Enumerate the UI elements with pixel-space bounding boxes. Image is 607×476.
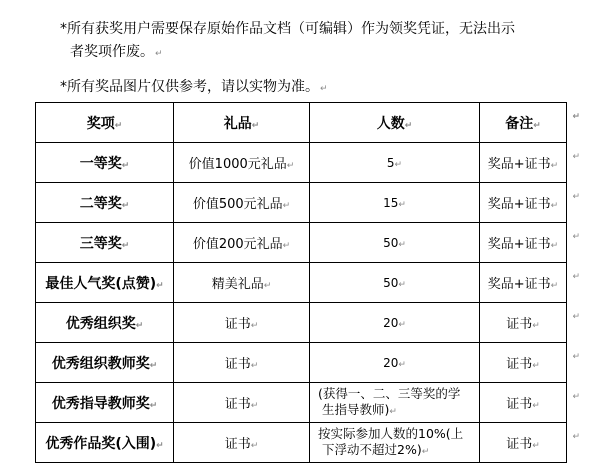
- paragraph-mark-icon: ↵: [156, 440, 164, 451]
- paragraph-mark-icon: ↵: [550, 281, 559, 291]
- count-line: 生指导教师)↵: [322, 401, 397, 417]
- note-line-text: *所有奖品图片仅供参考，请以实物为准。: [60, 79, 319, 95]
- paragraph-mark-icon: ↵: [282, 241, 291, 251]
- count-cell: [310, 183, 480, 223]
- paragraph-mark-icon: ↵: [135, 320, 144, 331]
- remark-cell: 证书↵ ↵: [480, 343, 567, 383]
- gift-cell: 证书↵: [174, 383, 310, 423]
- paragraph-mark-icon: ↵: [155, 49, 163, 59]
- row-end-mark-icon: ↵: [572, 152, 580, 162]
- remark-cell: 奖品+证书↵ ↵: [480, 143, 567, 183]
- row-end-mark-icon: ↵: [572, 432, 580, 442]
- paragraph-mark-icon: ↵: [532, 441, 540, 451]
- count-cell: [310, 143, 480, 183]
- remark-cell: 奖品+证书↵ ↵: [480, 223, 567, 263]
- award-name-cell: 二等奖↵: [36, 183, 174, 223]
- paragraph-mark-icon: ↵: [282, 201, 291, 211]
- note-line: *所有获奖用户需要保存原始作品文档（可编辑）作为领奖凭证，无法出示: [60, 21, 515, 37]
- count-line: (获得一、二、三等奖的学: [318, 385, 461, 401]
- remark-cell: 奖品+证书↵ ↵: [480, 183, 567, 223]
- paragraph-mark-icon: ↵: [398, 279, 406, 290]
- paragraph-mark-icon: ↵: [550, 241, 559, 251]
- award-name-cell: 一等奖↵: [36, 143, 174, 183]
- paragraph-mark-icon: ↵: [251, 120, 260, 131]
- count-cell: [310, 343, 480, 383]
- paragraph-mark-icon: ↵: [532, 361, 540, 371]
- count-cell: [310, 423, 480, 463]
- row-end-mark-icon: ↵: [572, 312, 580, 322]
- paragraph-mark-icon: ↵: [398, 199, 406, 210]
- table-row: [36, 423, 567, 463]
- paragraph-mark-icon: ↵: [550, 161, 559, 171]
- paragraph-mark-icon: ↵: [398, 239, 406, 250]
- header-gift: 礼品↵: [174, 103, 310, 143]
- table-row: [36, 343, 567, 383]
- header-remark: 备注↵ ↵: [480, 103, 567, 143]
- paragraph-mark-icon: ↵: [550, 201, 559, 211]
- count-cell: [310, 383, 480, 423]
- note-line: [60, 41, 580, 66]
- table-row: [36, 303, 567, 343]
- paragraph-mark-icon: ↵: [398, 319, 406, 330]
- prize-table-body: [36, 143, 580, 463]
- gift-cell: 价值200元礼品↵: [174, 223, 310, 263]
- paragraph-mark-icon: ↵: [389, 406, 397, 417]
- gift-cell: 证书↵: [174, 303, 310, 343]
- note-prize-images: [60, 76, 580, 101]
- row-end-mark-icon: ↵: [572, 352, 580, 362]
- gift-cell: 证书↵: [174, 423, 310, 463]
- paragraph-mark-icon: ↵: [250, 441, 259, 451]
- count-line: 20↵: [383, 355, 406, 370]
- count-cell: [310, 263, 480, 303]
- table-row: [36, 183, 567, 223]
- paragraph-mark-icon: ↵: [121, 240, 130, 251]
- paragraph-mark-icon: ↵: [320, 84, 328, 94]
- header-award: 奖项↵: [36, 103, 174, 143]
- paragraph-mark-icon: ↵: [250, 361, 259, 371]
- row-end-mark-icon: ↵: [572, 232, 580, 242]
- remark-cell: 证书↵ ↵: [480, 303, 567, 343]
- remark-cell: 证书↵ ↵: [480, 383, 567, 423]
- paragraph-mark-icon: ↵: [394, 159, 403, 170]
- count-cell: [310, 303, 480, 343]
- award-name-cell: 优秀组织教师奖↵: [36, 343, 174, 383]
- count-cell: [310, 223, 480, 263]
- award-name-cell: 最佳人气奖(点赞)↵: [36, 263, 174, 303]
- paragraph-mark-icon: ↵: [156, 280, 164, 291]
- count-line: 下浮动不超过2%)↵: [322, 441, 430, 457]
- count-line: 15↵: [383, 195, 406, 210]
- count-line: 50↵: [383, 235, 406, 250]
- gift-cell: 精美礼品↵: [174, 263, 310, 303]
- paragraph-mark-icon: ↵: [532, 401, 540, 411]
- gift-cell: 证书↵: [174, 343, 310, 383]
- table-header-row: [36, 103, 567, 143]
- gift-cell: 价值1000元礼品↵: [174, 143, 310, 183]
- paragraph-mark-icon: ↵: [398, 359, 406, 370]
- row-end-mark-icon: ↵: [572, 392, 580, 402]
- prize-table: [35, 102, 580, 463]
- count-line: 按实际参加人数的10%(上: [318, 425, 464, 441]
- note-line: [60, 76, 580, 101]
- paragraph-mark-icon: ↵: [421, 446, 430, 457]
- paragraph-mark-icon: ↵: [286, 161, 295, 171]
- paragraph-mark-icon: ↵: [114, 120, 123, 131]
- award-name-cell: 优秀作品奖(入围)↵: [36, 423, 174, 463]
- paragraph-mark-icon: ↵: [149, 360, 158, 371]
- count-line: 20↵: [383, 315, 406, 330]
- paragraph-mark-icon: ↵: [533, 120, 541, 131]
- paragraph-mark-icon: ↵: [250, 321, 259, 331]
- count-line: 50↵: [383, 275, 406, 290]
- award-name-cell: 优秀指导教师奖↵: [36, 383, 174, 423]
- row-end-mark-icon: ↵: [572, 112, 580, 122]
- award-name-cell: 三等奖↵: [36, 223, 174, 263]
- award-name-cell: 优秀组织奖↵: [36, 303, 174, 343]
- row-end-mark-icon: ↵: [572, 192, 580, 202]
- note-original-document: [60, 18, 580, 66]
- remark-cell: 证书↵ ↵: [480, 423, 567, 463]
- paragraph-mark-icon: ↵: [149, 400, 158, 411]
- count-line: 5↵: [386, 155, 403, 170]
- paragraph-mark-icon: ↵: [263, 281, 272, 291]
- paragraph-mark-icon: ↵: [121, 160, 130, 171]
- table-row: [36, 223, 567, 263]
- table-row: [36, 383, 567, 423]
- remark-cell: 奖品+证书↵ ↵: [480, 263, 567, 303]
- paragraph-mark-icon: ↵: [404, 120, 413, 131]
- note-line-text: 者奖项作废。: [70, 44, 154, 60]
- header-count: 人数↵: [310, 103, 480, 143]
- paragraph-mark-icon: ↵: [250, 401, 259, 411]
- table-row: [36, 143, 567, 183]
- gift-cell: 价值500元礼品↵: [174, 183, 310, 223]
- paragraph-mark-icon: ↵: [121, 200, 130, 211]
- paragraph-mark-icon: ↵: [532, 321, 540, 331]
- table-row: [36, 263, 567, 303]
- row-end-mark-icon: ↵: [572, 272, 580, 282]
- notes-section: [60, 18, 580, 101]
